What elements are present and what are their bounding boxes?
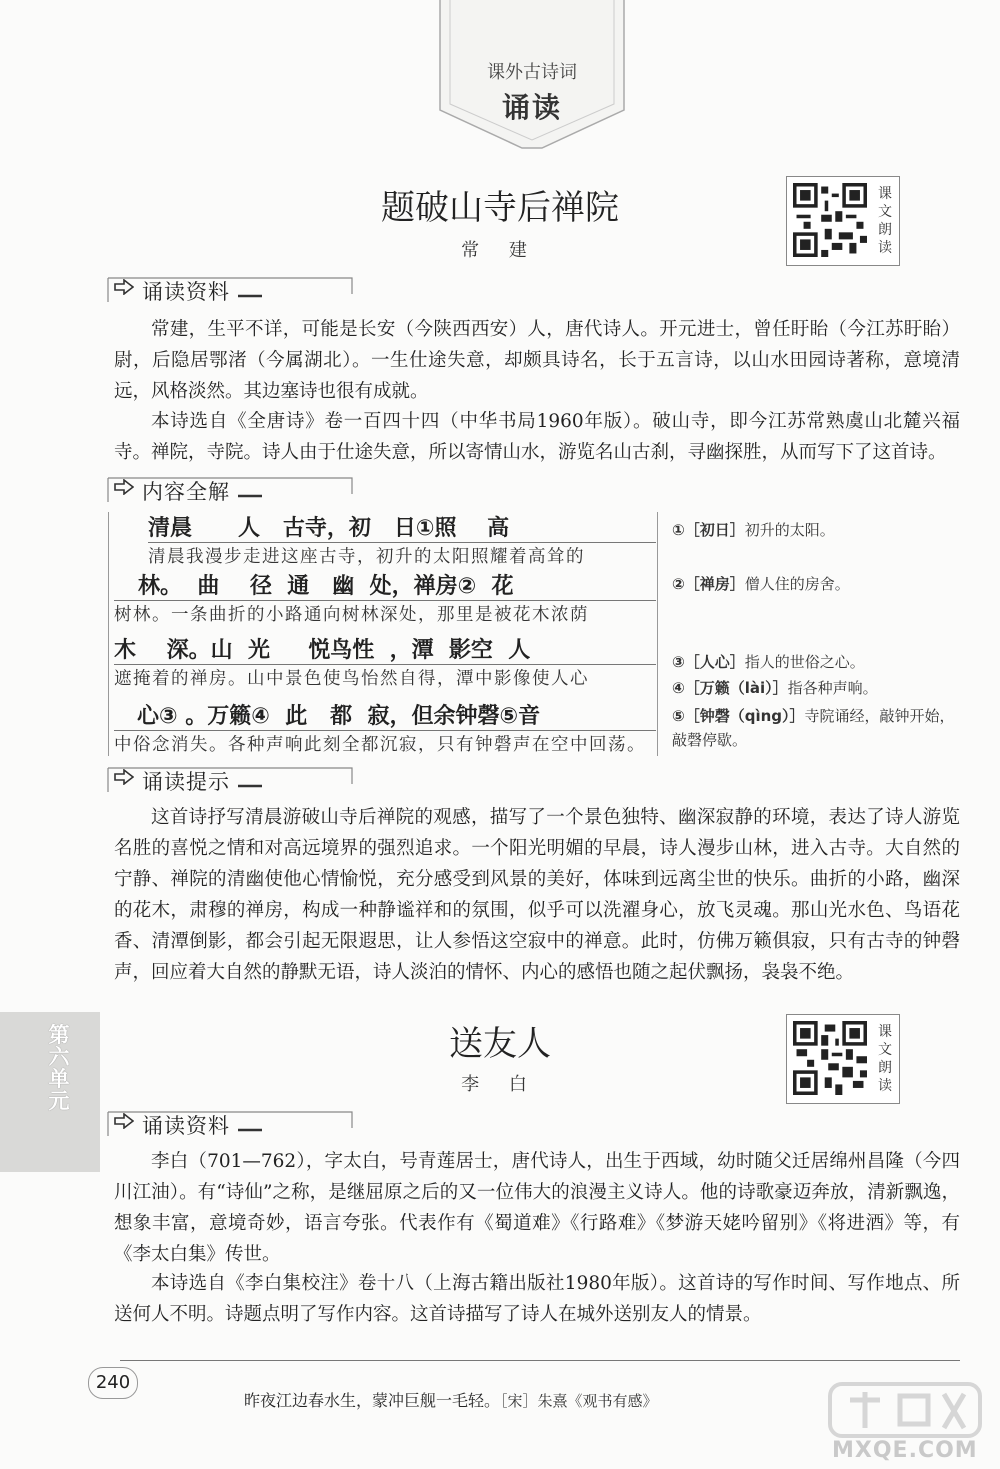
- poem-line-translation: 遮掩着的禅房。山中景色使鸟怡然自得，潭中影像使人心: [114, 669, 589, 689]
- arrow-right-icon: [114, 1113, 134, 1129]
- watermark-text: MXQE.COM: [832, 1438, 978, 1463]
- note-text: 初升的太阳。: [744, 521, 835, 539]
- arrow-right-icon: [114, 769, 134, 785]
- banner-top-label: 课外古诗词: [487, 62, 577, 83]
- poem2-qr-code[interactable]: [786, 1014, 900, 1104]
- section-header-material-2: [104, 1106, 356, 1146]
- arrow-right-icon: [114, 479, 134, 495]
- note-1: [672, 518, 962, 542]
- poem-line-original: 清晨 人 古寺，初 日①照 高: [148, 516, 656, 543]
- unit-label: 第六单元: [48, 1023, 70, 1113]
- note-text: 指各种声响。: [787, 679, 878, 697]
- poem-line-translation: 清晨我漫步走进这座古寺，初升的太阳照耀着高耸的: [148, 547, 585, 567]
- arrow-right-icon: [114, 279, 134, 295]
- qr-label: 课文朗读: [878, 1024, 892, 1094]
- section-header-tips: [104, 762, 356, 802]
- note-3: [672, 650, 962, 674]
- poem-line-2: [114, 574, 656, 629]
- note-text: 指人的世俗之心。: [744, 653, 865, 671]
- section-label: 诵读资料: [142, 280, 230, 304]
- poem-line-original: 心③ 。万籁④ 此 都 寂，但余钟磬⑤音: [114, 704, 656, 731]
- qr-label: 课文朗读: [878, 186, 892, 256]
- note-text: 僧人住的房舍。: [744, 575, 850, 593]
- poem2-title: 送友人: [449, 1024, 551, 1064]
- poem1-material-paragraph-1: 常建，生平不详，可能是长安（今陕西西安）人，唐代诗人。开元进士，曾任盱眙（今江苏盱眙）尉，后隐居鄂渚（今属湖北）。一生仕途失意，却颇具诗名，长于五言诗，以山水田园诗著称，意境清远，风格淡然。其边塞诗也很有成就。: [114, 319, 960, 402]
- poem1-title: 题破山寺后禅院: [381, 188, 619, 228]
- poem-line-4: [114, 704, 656, 759]
- poem-line-3: [114, 638, 656, 693]
- poem1-tips-paragraph: 这首诗抒写清晨游破山寺后禅院的观感，描写了一个景色独特、幽深寂静的环境，表达了诗人游览名胜的喜悦之情和对高远境界的强烈追求。一个阳光明媚的早晨，诗人漫步山林，进入古寺。大自然的宁静、禅院的清幽使他心情愉悦，充分感受到风景的美好，体味到远离尘世的快乐。曲折的小路，幽深的花木，肃穆的禅房，构成一种静谧祥和的氛围，似乎可以洗濯身心，放飞灵魂。那山光水色、鸟语花香、清潭倒影，都会引起无限遐思，让人参悟这空寂中的禅意。此时，仿佛万籁俱寂，只有古寺的钟磬声，回应着大自然的静默无语，诗人淡泊的情怀、内心的感悟也随之起伏飘扬，袅袅不绝。: [114, 807, 960, 983]
- footer-quote: [244, 1388, 658, 1411]
- note-term: ①［初日］: [672, 521, 745, 539]
- quote-source: ［宋］朱熹《观书有感》: [500, 1392, 658, 1410]
- poem1-author: 常 建: [461, 240, 539, 261]
- page-number: 240: [88, 1367, 138, 1399]
- note-term: ②［禅房］: [672, 575, 745, 593]
- note-term: ③［人心］: [672, 653, 745, 671]
- poem1-material-paragraph-2: 本诗选自《全唐诗》卷一百四十四（中华书局1960年版）。破山寺，即今江苏常熟虞山北麓兴福寺。禅院，寺院。诗人由于仕途失意，所以寄情山水，游览名山古刹，寻幽探胜，从而写下了这首诗。: [114, 411, 960, 463]
- note-term: ④［万籁（lài）］: [672, 679, 788, 697]
- qr-code-icon: [793, 183, 867, 257]
- banner-main-label: 诵读: [501, 91, 562, 124]
- poem-line-original: 林。 曲 径 通 幽 处，禅房② 花: [114, 574, 656, 601]
- poem-line-1: [148, 516, 656, 571]
- note-5: [672, 704, 962, 752]
- poem1-qr-code[interactable]: [786, 176, 900, 266]
- poem-line-translation: 树林。一条曲折的小路通向树林深处，那里是被花木浓荫: [114, 605, 589, 625]
- section-header-material-1: [104, 272, 356, 312]
- note-2: [672, 572, 962, 596]
- section-label: 诵读提示: [142, 770, 230, 794]
- qr-code-icon: [793, 1021, 867, 1095]
- note-text: 寺院诵经，敲钟开始，敲磬停歇。: [672, 707, 955, 749]
- section-header-content: [104, 472, 356, 512]
- poem2-material-paragraph-2: 本诗选自《李白集校注》卷十八（上海古籍出版社1980年版）。这首诗的写作时间、写作地点、所送何人不明。诗题点明了写作内容。这首诗描写了诗人在城外送别友人的情景。: [114, 1273, 960, 1325]
- poem2-material-paragraph-1: 李白（701—762），字太白，号青莲居士，唐代诗人，出生于西域，幼时随父迁居绵州昌隆（今四川江油）。有“诗仙”之称，是继屈原之后的又一位伟大的浪漫主义诗人。他的诗歌豪迈奔放，清新飘逸，想象丰富，意境奇妙，语言夸张。代表作有《蜀道难》《行路难》《梦游天姥吟留别》《将进酒》等，有《李太白集》传世。: [114, 1151, 960, 1265]
- poem2-author: 李 白: [461, 1074, 539, 1095]
- note-term: ⑤［钟磬（qìng）］: [672, 707, 805, 725]
- section-banner: [432, 0, 632, 140]
- quote-text: 昨夜江边春水生，蒙冲巨舰一毛轻。: [244, 1391, 501, 1410]
- section-label: 内容全解: [142, 480, 230, 504]
- section-label: 诵读资料: [142, 1114, 230, 1138]
- poem-line-original: 木 深。山 光 悦鸟性 ，潭 影空 人: [114, 638, 656, 665]
- poem-line-translation: 中俗念消失。各种声响此刻全都沉寂，只有钟磬声在空中回荡。: [114, 735, 646, 755]
- footer-divider: [120, 1360, 960, 1361]
- note-4: [672, 676, 962, 700]
